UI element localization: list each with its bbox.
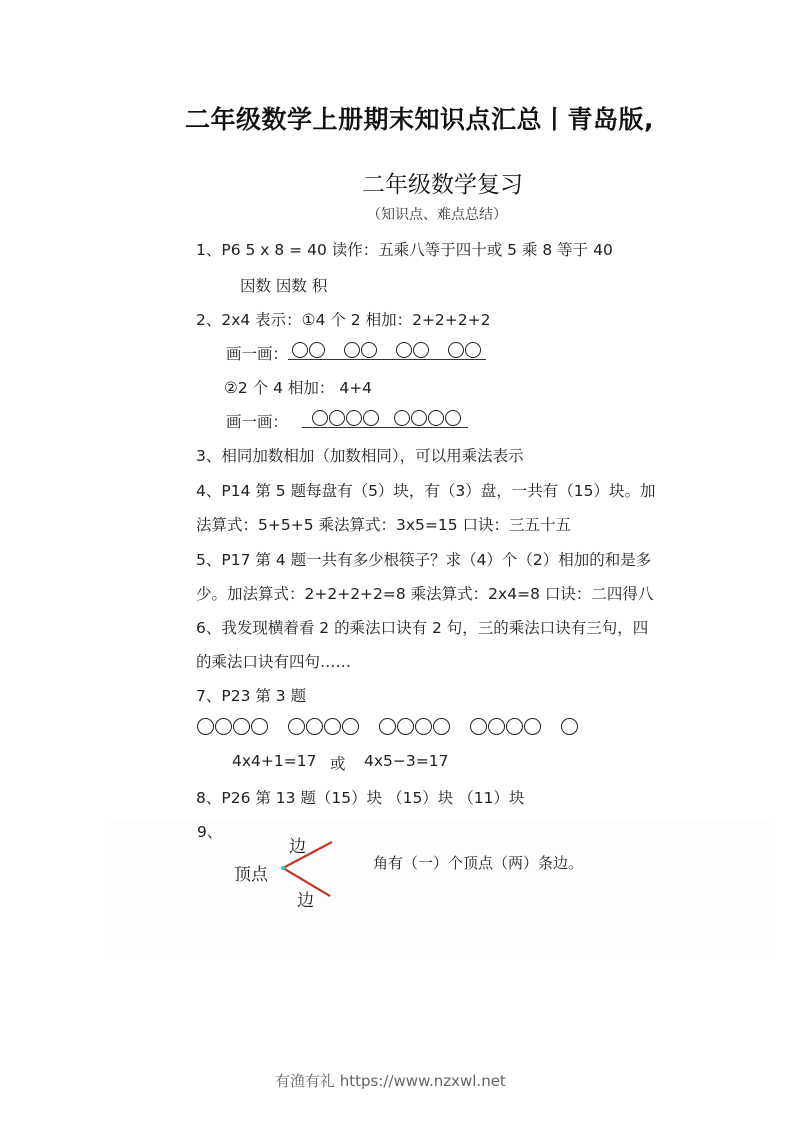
circle-icon — [309, 342, 325, 358]
circle-icon — [465, 342, 481, 358]
circle-icon — [448, 342, 464, 358]
circle-icon — [433, 718, 450, 735]
circle-group — [312, 410, 380, 426]
item-5-line-1: 5、P17 第 4 题一共有多少根筷子？求（4）个（2）相加的和是多 — [196, 551, 652, 569]
circle-group — [394, 410, 462, 426]
page-title: 二年级数学复习 — [362, 172, 523, 198]
circle-group — [292, 342, 326, 358]
item-7-equation-1: 4x4+1=17 — [232, 752, 317, 770]
circle-icon — [524, 718, 541, 735]
circle-group — [344, 342, 378, 358]
item-5-line-2: 少。加法算式：2+2+2+2=8 乘法算式：2x4=8 口诀：二四得八 — [196, 585, 654, 603]
item-7-or: 或 — [330, 755, 346, 773]
circle-icon — [413, 342, 429, 358]
footer-watermark: 有渔有礼 https://www.nzxwl.net — [275, 1072, 506, 1090]
circle-icon — [470, 718, 487, 735]
item-9-number: 9、 — [197, 823, 223, 841]
vertex-dot — [281, 866, 285, 870]
side-label-top: 边 — [289, 837, 306, 857]
circle-icon — [306, 718, 323, 735]
circle-icon — [397, 718, 414, 735]
circle-icon — [411, 410, 427, 426]
item-7-circle-drawing — [197, 718, 598, 739]
circle-group — [288, 718, 360, 735]
item-1-line-2: 因数 因数 积 — [240, 277, 328, 295]
item-6-line-2: 的乘法口诀有四句…… — [196, 653, 352, 671]
circle-icon — [312, 410, 328, 426]
item-2-draw-label-2: 画一画： — [226, 413, 289, 431]
circle-icon — [233, 718, 250, 735]
circle-group — [396, 342, 430, 358]
banner-title: 二年级数学上册期末知识点汇总丨青岛版, — [185, 105, 654, 134]
circle-group — [561, 718, 579, 735]
circle-icon — [329, 410, 345, 426]
circle-icon — [379, 718, 396, 735]
item-4-line-2: 法算式：5+5+5 乘法算式：3x5=15 口诀：三五十五 — [196, 516, 572, 534]
circle-icon — [361, 342, 377, 358]
item-2-underline-1 — [288, 359, 486, 360]
item-1-line-1: 1、P6 5 x 8 = 40 读作：五乘八等于四十或 5 乘 8 等于 40 — [196, 241, 613, 259]
circle-icon — [288, 718, 305, 735]
circle-icon — [561, 718, 578, 735]
item-8-line-1: 8、P26 第 13 题（15）块 （15）块 （11）块 — [196, 789, 525, 807]
circle-group — [448, 342, 482, 358]
vertex-label: 顶点 — [234, 865, 268, 885]
circle-group — [379, 718, 451, 735]
circle-icon — [488, 718, 505, 735]
item-6-line-1: 6、我发现横着看 2 的乘法口诀有 2 句，三的乘法口诀有三句，四 — [196, 619, 649, 637]
circle-icon — [428, 410, 444, 426]
item-7-line-1: 7、P23 第 3 题 — [196, 687, 307, 705]
item-2-line-1: 2、2x4 表示：①4 个 2 相加：2+2+2+2 — [196, 311, 491, 329]
circle-icon — [344, 342, 360, 358]
circle-icon — [506, 718, 523, 735]
item-2-underline-2 — [302, 427, 468, 428]
circle-icon — [342, 718, 359, 735]
circle-icon — [324, 718, 341, 735]
circle-icon — [251, 718, 268, 735]
item-2-draw-label-1: 画一画： — [226, 345, 289, 363]
circle-group — [197, 718, 269, 735]
circle-group — [470, 718, 542, 735]
item-3-line-1: 3、相同加数相加（加数相同），可以用乘法表示 — [196, 447, 524, 465]
circle-icon — [363, 410, 379, 426]
item-7-equation-2: 4x5−3=17 — [364, 752, 449, 770]
circle-icon — [396, 342, 412, 358]
circle-icon — [197, 718, 214, 735]
circle-icon — [292, 342, 308, 358]
circle-icon — [445, 410, 461, 426]
item-2-line-3: ②2 个 4 相加： 4+4 — [224, 379, 373, 397]
page-subtitle: （知识点、难点总结） — [367, 207, 507, 223]
circle-icon — [415, 718, 432, 735]
side-label-bottom: 边 — [297, 891, 314, 911]
item-9-text: 角有（一）个顶点（两）条边。 — [373, 854, 584, 872]
circle-icon — [215, 718, 232, 735]
circle-icon — [394, 410, 410, 426]
item-4-line-1: 4、P14 第 5 题每盘有（5）块，有（3）盘，一共有（15）块。加 — [196, 482, 656, 500]
circle-icon — [346, 410, 362, 426]
